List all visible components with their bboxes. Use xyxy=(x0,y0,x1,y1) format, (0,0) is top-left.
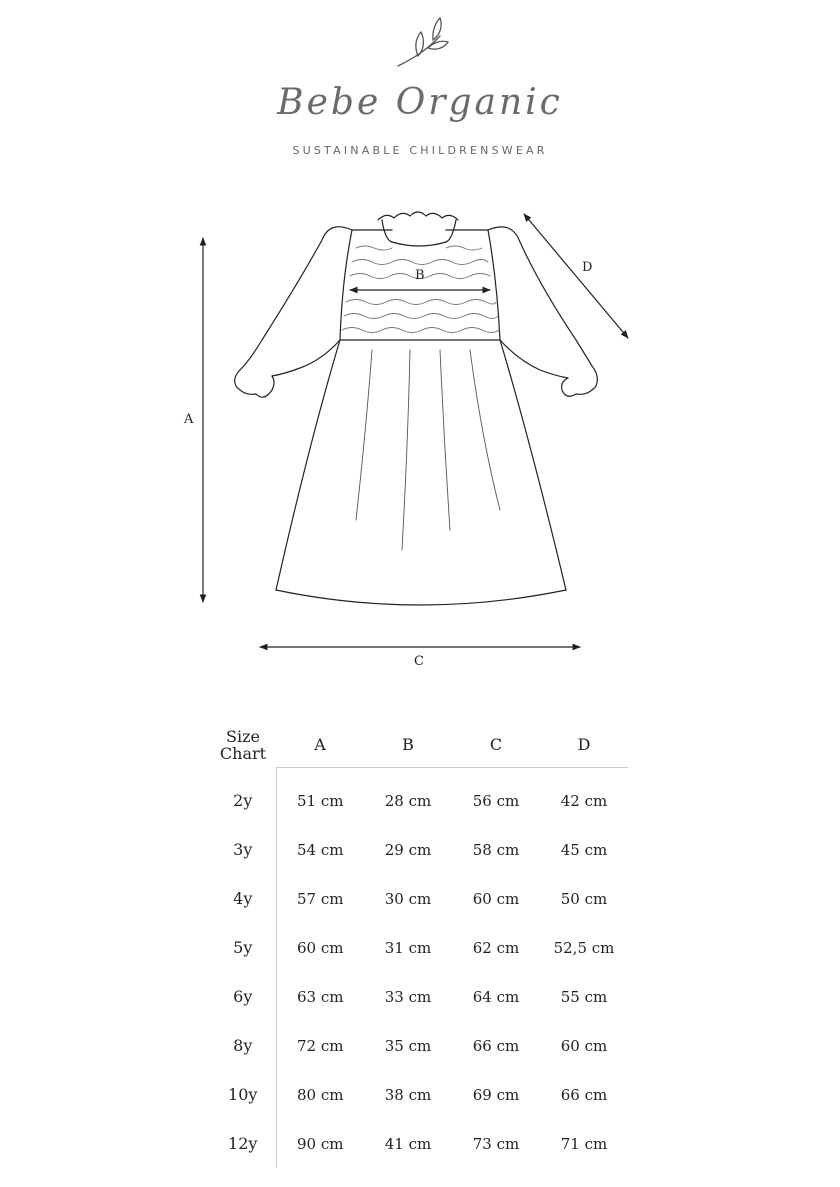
value-cell: 54 cm xyxy=(297,840,344,859)
value-cell: 72 cm xyxy=(297,1036,344,1055)
table-row xyxy=(210,874,628,923)
brand-tagline: SUSTAINABLE CHILDRENSWEAR xyxy=(292,144,548,157)
size-chart-table xyxy=(210,722,628,1168)
value-cell: 71 cm xyxy=(560,1134,608,1153)
table-row xyxy=(210,825,628,874)
value-cell: 33 cm xyxy=(384,987,432,1006)
value-cell: 55 cm xyxy=(560,987,608,1006)
value-cell: 69 cm xyxy=(472,1085,520,1104)
size-cell: 3y xyxy=(210,825,276,874)
value-cell: 63 cm xyxy=(297,987,344,1006)
value-cell: 64 cm xyxy=(472,987,520,1006)
dimension-label-b: B xyxy=(415,268,425,283)
leaf-sprig-icon xyxy=(0,0,840,80)
size-chart-label xyxy=(210,722,276,768)
column-header-d: D xyxy=(540,722,628,768)
brand-name: Bebe Organic xyxy=(277,82,563,123)
table-row xyxy=(210,972,628,1021)
value-cell: 28 cm xyxy=(384,791,432,810)
value-cell: 60 cm xyxy=(472,889,520,908)
value-cell: 60 cm xyxy=(560,1036,608,1055)
value-cell: 56 cm xyxy=(472,791,520,810)
table-row xyxy=(210,1070,628,1119)
table-row xyxy=(210,768,628,826)
table-row xyxy=(210,923,628,972)
size-cell: 12y xyxy=(210,1119,276,1168)
value-cell: 41 cm xyxy=(384,1134,432,1153)
value-cell: 62 cm xyxy=(472,938,520,957)
value-cell: 60 cm xyxy=(297,938,344,957)
value-cell: 30 cm xyxy=(384,889,432,908)
value-cell: 73 cm xyxy=(472,1134,520,1153)
value-cell: 52,5 cm xyxy=(553,938,615,957)
value-cell: 58 cm xyxy=(472,840,520,859)
dimension-label-d: D xyxy=(582,260,593,275)
value-cell: 66 cm xyxy=(472,1036,520,1055)
value-cell: 38 cm xyxy=(384,1085,432,1104)
dimension-label-c: C xyxy=(414,654,424,669)
value-cell: 42 cm xyxy=(560,791,608,810)
size-cell: 2y xyxy=(210,768,276,826)
size-cell: 6y xyxy=(210,972,276,1021)
size-cell: 4y xyxy=(210,874,276,923)
value-cell: 45 cm xyxy=(560,840,608,859)
garment-diagram xyxy=(0,190,840,690)
column-header-c: C xyxy=(452,722,540,768)
value-cell: 90 cm xyxy=(297,1134,344,1153)
brand-logo xyxy=(0,0,840,170)
column-header-a: A xyxy=(276,722,364,768)
size-cell: 5y xyxy=(210,923,276,972)
dress-illustration xyxy=(0,190,840,690)
value-cell: 66 cm xyxy=(560,1085,608,1104)
size-chart-header-row xyxy=(210,722,628,768)
value-cell: 35 cm xyxy=(384,1036,432,1055)
table-row xyxy=(210,1119,628,1168)
size-cell: 8y xyxy=(210,1021,276,1070)
value-cell: 50 cm xyxy=(560,889,608,908)
dimension-label-a: A xyxy=(184,412,194,427)
column-header-b: B xyxy=(364,722,452,768)
value-cell: 80 cm xyxy=(297,1085,344,1104)
value-cell: 57 cm xyxy=(297,889,344,908)
value-cell: 29 cm xyxy=(384,840,432,859)
value-cell: 31 cm xyxy=(384,938,432,957)
size-chart-label-text: Size Chart xyxy=(219,726,267,763)
size-cell: 10y xyxy=(210,1070,276,1119)
table-row xyxy=(210,1021,628,1070)
value-cell: 51 cm xyxy=(297,791,344,810)
